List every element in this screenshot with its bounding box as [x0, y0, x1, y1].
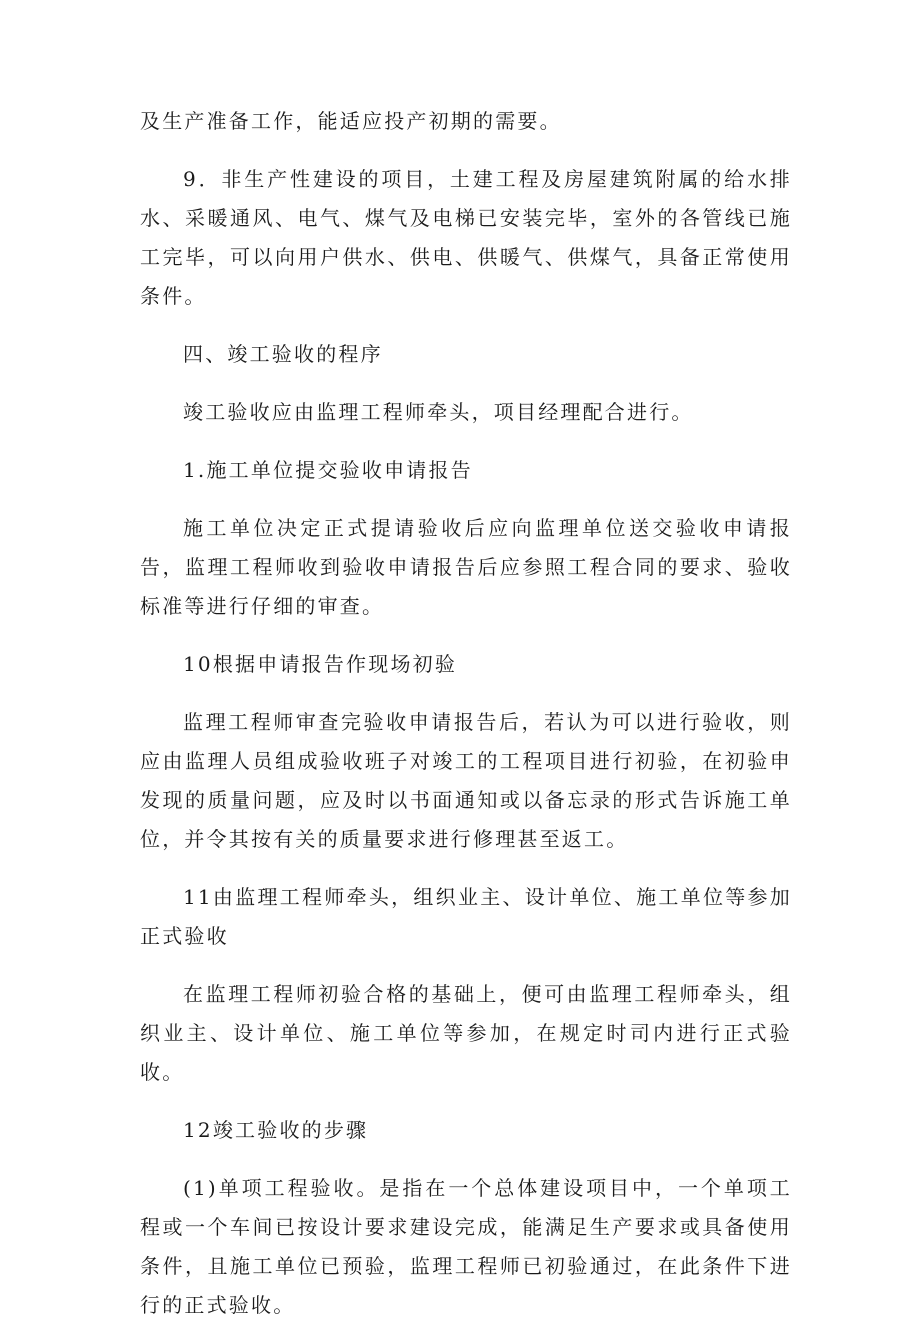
step-heading-1: 1.施工单位提交验收申请报告	[183, 458, 473, 482]
document-body	[140, 102, 792, 1344]
section-heading-4: 四、竣工验收的程序	[183, 342, 383, 366]
paragraph-step-11: 在监理工程师初验合格的基础上，便可由监理工程师牵头，组织业主、设计单位、施工单位等参加，在规定时司内进行正式验收。	[140, 982, 792, 1084]
paragraph-intro: 竣工验收应由监理工程师牵头，项目经理配合进行。	[183, 400, 694, 424]
step-heading-10: 10根据申请报告作现场初验	[183, 652, 458, 676]
paragraph-step-1: 施工单位决定正式提请验收后应向监理单位送交验收申请报告，监理工程师收到验收申请报告后应参照工程合同的要求、验收标准等进行仔细的审查。	[140, 516, 792, 618]
step-heading-11: 11由监理工程师牵头，组织业主、设计单位、施工单位等参加正式验收	[140, 885, 792, 948]
paragraph-continuation: 及生产准备工作，能适应投产初期的需要。	[140, 109, 562, 133]
step-heading-12: 12竣工验收的步骤	[183, 1118, 369, 1142]
paragraph-item-9: 9．非生产性建设的项目，土建工程及房屋建筑附属的给水排水、采暖通风、电气、煤气及电梯已安装完毕，室外的各管线已施工完毕，可以向用户供水、供电、供暖气、供煤气，具备正常使用条件。	[140, 167, 792, 308]
paragraph-step-10: 监理工程师审查完验收申请报告后，若认为可以进行验收，则应由监理人员组成验收班子对竣工的工程项目进行初验，在初验申发现的质量问题，应及时以书面通知或以备忘录的形式告诉施工单位，并令其按有关的质量要求进行修理甚至返工。	[140, 710, 792, 851]
paragraph-step-12-1: (1)单项工程验收。是指在一个总体建设项目中，一个单项工程或一个车间已按设计要求建设完成，能满足生产要求或具备使用条件，且施工单位已预验，监理工程师已初验通过，在此条件下进行的正式验收。	[140, 1176, 792, 1317]
